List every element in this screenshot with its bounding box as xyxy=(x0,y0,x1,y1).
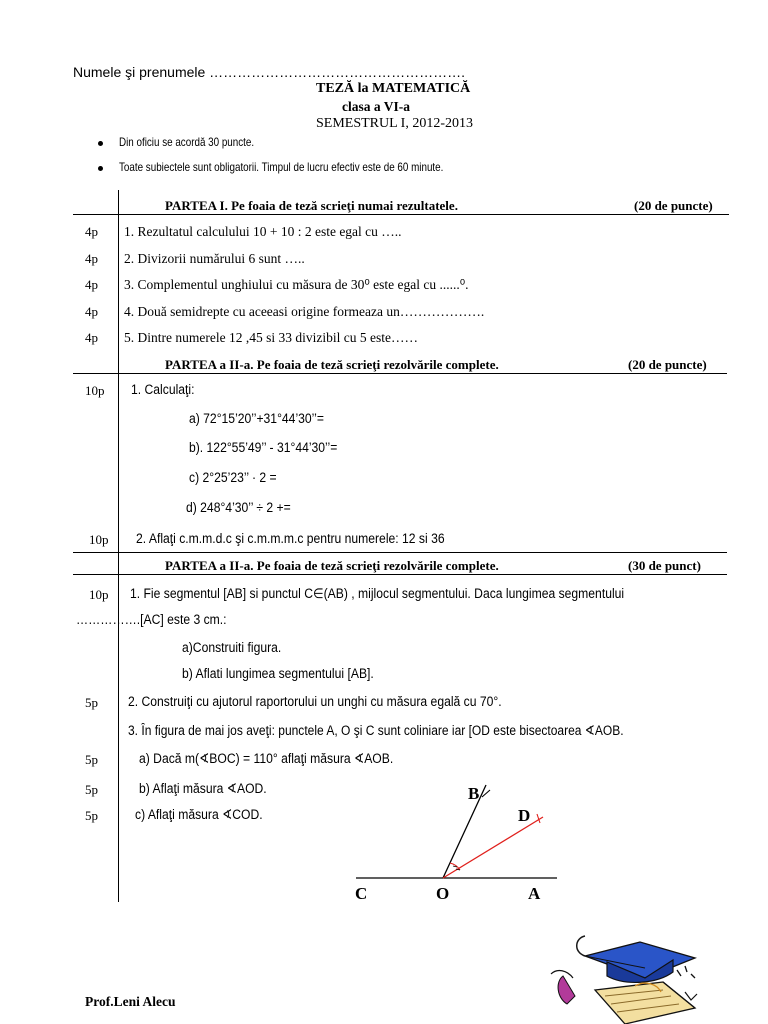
calc-c: c) 2°25’23’’ · 2 = xyxy=(189,470,277,485)
row-divider xyxy=(73,552,727,553)
part3-question-2: 2. Construiţi cu ajutorul raportorului un unghi cu măsura egală cu 70°. xyxy=(128,694,502,709)
bullet xyxy=(98,141,103,146)
bisector-OD xyxy=(443,817,543,878)
part3-question-3c: c) Aflaţi măsura ∢COD. xyxy=(135,807,263,822)
part1-question-3: 3. Complementul unghiului cu măsura de 30⁰ este egal cu ......⁰. xyxy=(124,277,469,292)
ray-OB xyxy=(443,785,486,878)
exam-class: clasa a VI-a xyxy=(342,99,411,114)
note-1: Din oficiu se acordă 30 puncte. xyxy=(119,135,255,149)
points-1: 4p xyxy=(85,224,98,239)
graduation-clipart xyxy=(545,930,720,1024)
points-4: 4p xyxy=(85,304,98,319)
part1-question-5: 5. Dintre numerele 12 ,45 si 33 divizibil cu 5 este…… xyxy=(124,330,418,345)
points-3: 4p xyxy=(85,277,98,292)
part3-title: PARTEA a II-a. Pe foaia de teză scrieţi rezolvările complete. xyxy=(165,558,499,573)
label-A: A xyxy=(528,884,541,903)
points-p3-q2: 5p xyxy=(85,695,98,710)
author: Prof.Leni Alecu xyxy=(85,994,176,1009)
part3-question-1-line2: …………….[AC] este 3 cm.: xyxy=(76,612,227,627)
part2-title: PARTEA a II-a. Pe foaia de teză scrieţi rezolvările complete. xyxy=(165,357,499,372)
part1-question-2: 2. Divizorii numărului 6 sunt ….. xyxy=(124,251,305,266)
part1-question-4: 4. Două semidrepte cu aceeasi origine formeaza un………………. xyxy=(124,304,485,319)
row-divider xyxy=(73,373,727,374)
points-5: 4p xyxy=(85,330,98,345)
part1-points: (20 de puncte) xyxy=(634,198,713,213)
label-C: C xyxy=(355,884,368,903)
exam-semester: SEMESTRUL I, 2012-2013 xyxy=(316,116,473,131)
calc-b: b). 122°55’49’’ - 31°44’30’’= xyxy=(189,440,338,455)
angle-figure xyxy=(340,775,580,910)
part3-question-3a: a) Dacă m(∢BOC) = 110° aflaţi măsura ∢AOB. xyxy=(139,751,394,766)
part3-question-1-b: b) Aflati lungimea segmentului [AB]. xyxy=(182,666,374,681)
margin-rule xyxy=(118,190,119,902)
label-B: B xyxy=(468,784,480,803)
points-2: 4p xyxy=(85,251,98,266)
exam-title: TEZĂ la MATEMATICĂ xyxy=(316,81,471,96)
label-D: D xyxy=(518,806,531,825)
part1-question-1: 1. Rezultatul calculului 10 + 10 : 2 este egal cu ….. xyxy=(124,224,402,239)
part3-question-1-a: a)Construiti figura. xyxy=(182,640,282,655)
name-line: Numele şi prenumele ………………………………………………. xyxy=(73,64,466,80)
points-p3-q1: 10p xyxy=(89,587,109,602)
part3-question-1-line1: 1. Fie segmentul [AB] si punctul C∈(AB) , mijlocul segmentului. Daca lungimea segmentului xyxy=(130,586,625,601)
points-q1: 10p xyxy=(85,383,105,398)
part3-points: (30 de punct) xyxy=(628,558,701,573)
part2-points: (20 de puncte) xyxy=(628,357,707,372)
calc-d: d) 248°4’30’’ ÷ 2 += xyxy=(186,500,291,515)
label-O: O xyxy=(436,884,450,903)
row-divider xyxy=(73,574,727,575)
part2-question-2: 2. Aflaţi c.m.m.d.c şi c.m.m.m.c pentru numerele: 12 si 36 xyxy=(136,531,445,546)
row-divider xyxy=(73,214,729,215)
points-q2: 10p xyxy=(89,532,109,547)
bullet xyxy=(98,166,103,171)
part3-question-3: 3. În figura de mai jos aveţi: punctele A, O şi C sunt coliniare iar [OD este bisectoarea ∢AOB. xyxy=(128,723,624,738)
part2-question-1: 1. Calculaţi: xyxy=(131,382,195,397)
note-2: Toate subiectele sunt obligatorii. Timpul de lucru efectiv este de 60 minute. xyxy=(119,160,444,174)
part3-question-3b: b) Aflaţi măsura ∢AOD. xyxy=(139,781,267,796)
part1-title: PARTEA I. Pe foaia de teză scrieţi numai rezultatele. xyxy=(165,198,458,213)
points-p3-q3c: 5p xyxy=(85,808,98,823)
points-p3-q3a: 5p xyxy=(85,752,98,767)
points-p3-q3b: 5p xyxy=(85,782,98,797)
calc-a: a) 72°15’20’’+31°44’30’’= xyxy=(189,411,324,426)
